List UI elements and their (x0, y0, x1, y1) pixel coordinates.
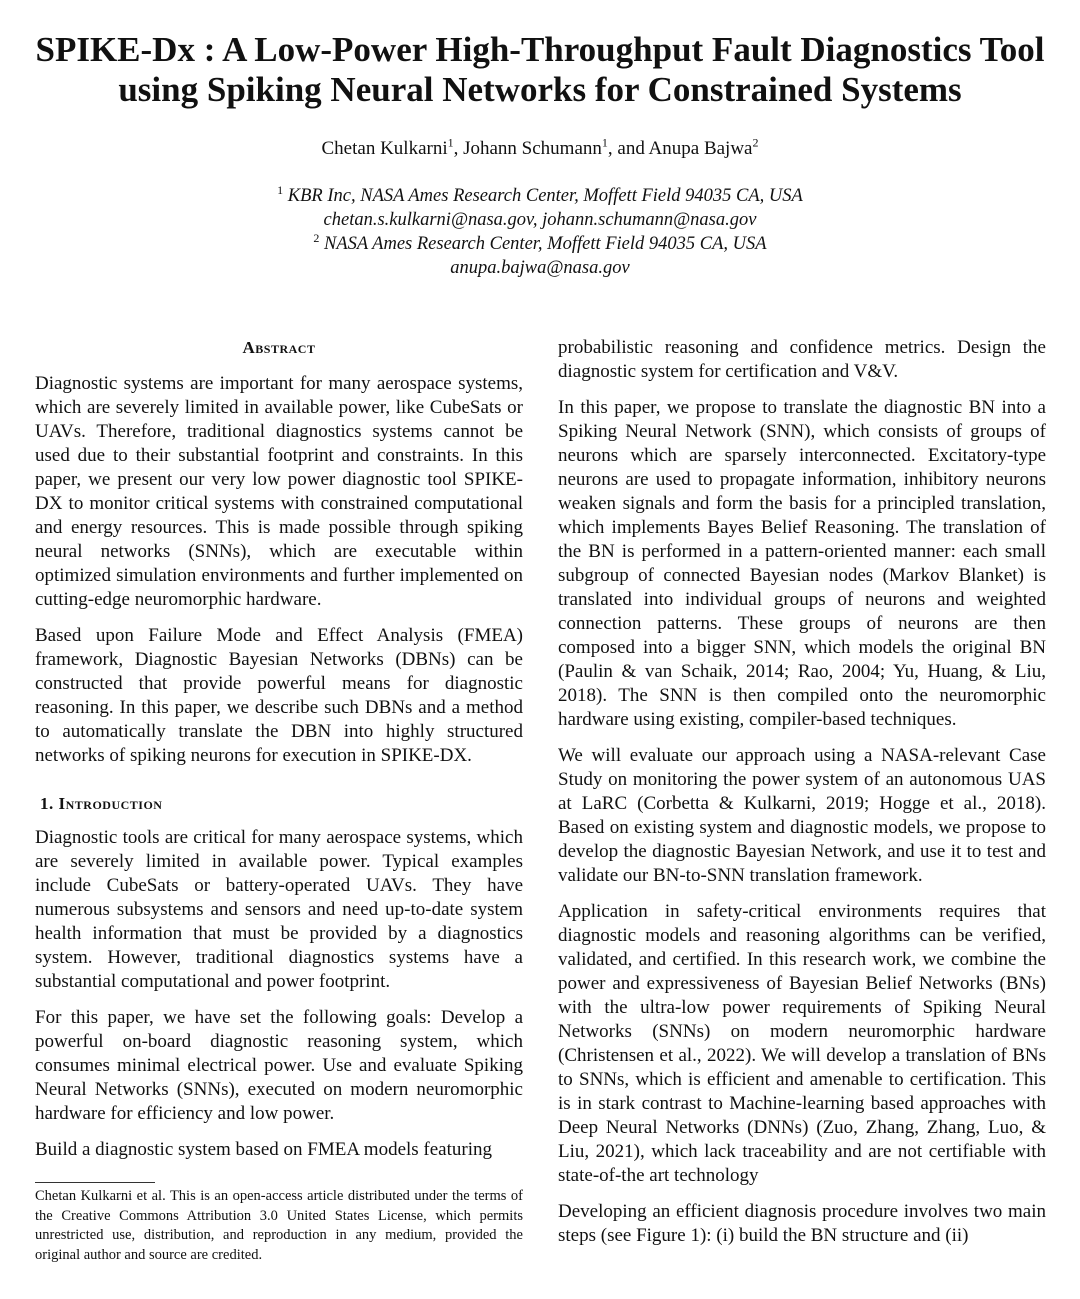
affiliation-email: anupa.bajwa@nasa.gov (450, 258, 630, 278)
author-name: Anupa Bajwa (648, 138, 753, 159)
author-affil-mark: 2 (752, 135, 759, 150)
affil-mark: 1 (277, 182, 284, 197)
author-affil-mark: 1 (447, 135, 454, 150)
license-footnote: Chetan Kulkarni et al. This is an open-access article distributed under the terms of the Creative Commons Attribution 3.0 United States License, which permits unrestricted use, distribution, and reproduction in any medium, provided the original author and source are credited. (35, 1188, 523, 1263)
body-paragraph: In this paper, we propose to translate the diagnostic BN into a Spiking Neural Network (SNN), which consists of groups of neurons which are sparsely interconnected. Excitatory-type neurons are used to propagate information, inhibitory neurons weaken signals and form the basis for a principled translation, which implements Bayes Belief Reasoning. The translation of the BN is performed in a pattern-oriented manner: each small subgroup of connected Bayesian nodes (Markov Blanket) is translated into individual groups of neurons and weighted connection patterns. These groups of neurons are then composed into a bigger SNN, which models the original BN (Paulin & van Schaik, 2014; Rao, 2004; Yu, Huang, & Liu, 2018). The SNN is then compiled onto the neuromorphic hardware using existing, compiler-based techniques. (558, 397, 1046, 730)
body-paragraph: Developing an efficient diagnosis procedure involves two main steps (see Figure 1): (i) build the BN structure and (ii) (558, 1201, 1046, 1246)
author-list: Chetan Kulkarni$^1$, Johann Schumann$^1$, and Anupa Bajwa$^2$ (321, 135, 759, 159)
abstract-paragraph: Diagnostic systems are important for many aerospace systems, which are severely limited in available power, like CubeSats or UAVs. Therefore, traditional diagnostics systems cannot be used due to their substantial footprint and constraints. In this paper, we present our very low power diagnostic tool SPIKE-DX to monitor critical systems with constrained computational and energy resources. This is made possible through spiking neural networks (SNNs), which are executable within optimized simulation environments and further implemented on cutting-edge neuromorphic hardware. (35, 373, 523, 610)
author-name: Johann Schumann (463, 138, 602, 159)
author-name: Chetan Kulkarni (321, 138, 448, 159)
author-affil-mark: 1 (601, 135, 608, 150)
body-paragraph: Build a diagnostic system based on FMEA models featuring (35, 1139, 493, 1160)
affiliation-text: NASA Ames Research Center, Moffett Field 94035 CA, USA (324, 234, 767, 254)
paper-title: SPIKE-Dx : A Low-Power High-Throughput Fault Diagnostics Tool using Spiking Neural Networks for Constrained Systems (35, 30, 1045, 109)
left-column (35, 336, 523, 1174)
body-paragraph: Application in safety-critical environments requires that diagnostic models and reasoning algorithms can be verified, validated, and certified. In this research work, we combine the power and expressiveness of Bayesian Belief Networks (BNs) with the ultra-low power requirements of Spiking Neural Networks (SNNs) on modern neuromorphic hardware (Christensen et al., 2022). We will develop a translation of BNs to SNNs, which is efficient and amenable to certification. This is in stark contrast to Machine-learning based approaches with Deep Neural Networks (DNNs) (Zuo, Zhang, Zhang, Luo, & Liu, 2021), which lack traceability and are not certifiable with state-of-the art technology (558, 901, 1046, 1186)
affiliation-line (0, 184, 1080, 208)
footnote-divider (35, 1182, 155, 1183)
right-column (558, 336, 1046, 1260)
affiliation-email: chetan.s.kulkarni@nasa.gov, johann.schumann@nasa.gov (323, 210, 757, 230)
body-paragraph: We will evaluate our approach using a NASA-relevant Case Study on monitoring the power system of an autonomous UAS at LaRC (Corbetta & Kulkarni, 2019; Hogge et al., 2018). Based on existing system and diagnostic models, we propose to develop the diagnostic Bayesian Network, and use it to test and validate our BN-to-SNN translation framework. (558, 745, 1046, 886)
affil-mark: 2 (313, 230, 320, 245)
affiliations (0, 184, 1080, 280)
body-paragraph: For this paper, we have set the following goals: Develop a powerful on-board diagnostic reasoning system, which consumes minimal electrical power. Use and evaluate Spiking Neural Networks (SNNs), executed on modern neuromorphic hardware for efficiency and low power. (35, 1007, 523, 1124)
abstract-heading: Abstract (242, 338, 316, 357)
body-paragraph: Diagnostic tools are critical for many aerospace systems, which are severely limited in available power. Typical examples include CubeSats or battery-operated UAVs. They have numerous subsystems and sensors and need up-to-date system health information that must be provided by a diagnostics system. However, traditional diagnostics systems have a substantial computational and power footprint. (35, 827, 523, 992)
abstract-paragraph: Based upon Failure Mode and Effect Analysis (FMEA) framework, Diagnostic Bayesian Networks (DBNs) can be constructed that provide powerful means for diagnostic reasoning. In this paper, we describe such DBNs and a method to automatically translate the DBN into highly structured networks of spiking neurons for execution in SPIKE-DX. (35, 625, 523, 766)
affiliation-text: KBR Inc, NASA Ames Research Center, Moffett Field 94035 CA, USA (287, 186, 803, 206)
affiliation-line (0, 232, 1080, 256)
body-paragraph: probabilistic reasoning and confidence metrics. Design the diagnostic system for certification and V&V. (558, 337, 1046, 382)
introduction-heading: 1. Introduction (40, 794, 163, 813)
